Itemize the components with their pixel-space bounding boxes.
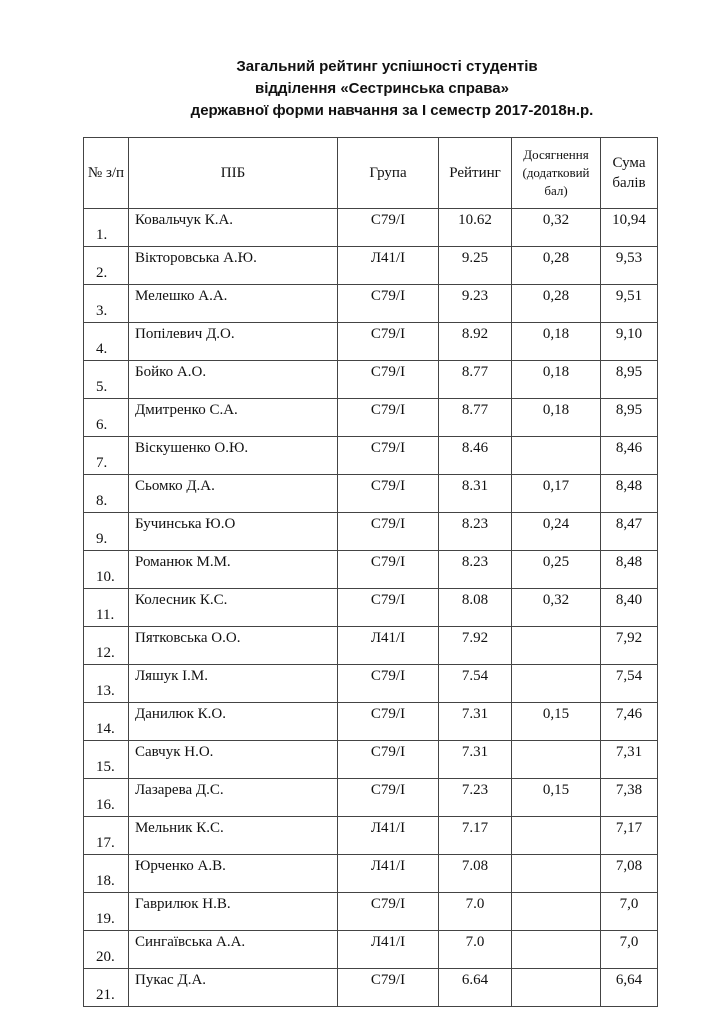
table-row bbox=[84, 589, 658, 627]
table-row bbox=[84, 665, 658, 703]
sum-value: 10,94 bbox=[601, 209, 658, 247]
bonus-value: 0,15 bbox=[512, 703, 601, 741]
sum-value: 7,54 bbox=[601, 665, 658, 703]
student-name: Віскушенко О.Ю. bbox=[129, 437, 338, 475]
row-number: 17. bbox=[84, 817, 129, 855]
row-number: 5. bbox=[84, 361, 129, 399]
bonus-value bbox=[512, 931, 601, 969]
rating-value: 10.62 bbox=[439, 209, 512, 247]
bonus-value bbox=[512, 817, 601, 855]
row-number: 18. bbox=[84, 855, 129, 893]
sum-value: 7,08 bbox=[601, 855, 658, 893]
table-row bbox=[84, 513, 658, 551]
bonus-value bbox=[512, 969, 601, 1007]
row-number: 3. bbox=[84, 285, 129, 323]
rating-value: 7.0 bbox=[439, 893, 512, 931]
header-group: Група bbox=[338, 138, 439, 209]
rating-value: 8.77 bbox=[439, 399, 512, 437]
bonus-value bbox=[512, 437, 601, 475]
rating-value: 8.46 bbox=[439, 437, 512, 475]
table-row bbox=[84, 969, 658, 1007]
header-bonus: Досягнення (додатковий бал) bbox=[512, 138, 601, 209]
sum-value: 8,95 bbox=[601, 399, 658, 437]
student-name: Пятковська О.О. bbox=[129, 627, 338, 665]
title-line-2: відділення «Сестринська справа» bbox=[255, 80, 509, 97]
student-name: Мелешко А.А. bbox=[129, 285, 338, 323]
table-row bbox=[84, 247, 658, 285]
rating-value: 7.54 bbox=[439, 665, 512, 703]
bonus-value: 0,18 bbox=[512, 323, 601, 361]
table-row bbox=[84, 551, 658, 589]
student-name: Пукас Д.А. bbox=[129, 969, 338, 1007]
group-code: С79/І bbox=[338, 703, 439, 741]
group-code: Л41/І bbox=[338, 817, 439, 855]
row-number: 12. bbox=[84, 627, 129, 665]
bonus-value: 0,25 bbox=[512, 551, 601, 589]
group-code: С79/І bbox=[338, 893, 439, 931]
student-name: Мельник К.С. bbox=[129, 817, 338, 855]
rating-value: 7.92 bbox=[439, 627, 512, 665]
table-row bbox=[84, 817, 658, 855]
group-code: С79/І bbox=[338, 209, 439, 247]
row-number: 7. bbox=[84, 437, 129, 475]
rating-value: 9.25 bbox=[439, 247, 512, 285]
group-code: С79/І bbox=[338, 779, 439, 817]
bonus-value: 0,18 bbox=[512, 361, 601, 399]
sum-value: 7,0 bbox=[601, 893, 658, 931]
bonus-value: 0,17 bbox=[512, 475, 601, 513]
rating-value: 7.0 bbox=[439, 931, 512, 969]
sum-value: 7,0 bbox=[601, 931, 658, 969]
group-code: С79/І bbox=[338, 285, 439, 323]
table-row bbox=[84, 627, 658, 665]
group-code: Л41/І bbox=[338, 855, 439, 893]
table-row bbox=[84, 931, 658, 969]
header-sum: Сума балів bbox=[601, 138, 658, 209]
group-code: С79/І bbox=[338, 475, 439, 513]
table-row bbox=[84, 703, 658, 741]
bonus-value bbox=[512, 627, 601, 665]
row-number: 8. bbox=[84, 475, 129, 513]
row-number: 2. bbox=[84, 247, 129, 285]
bonus-value: 0,18 bbox=[512, 399, 601, 437]
group-code: Л41/І bbox=[338, 247, 439, 285]
student-name: Колесник К.С. bbox=[129, 589, 338, 627]
bonus-value: 0,28 bbox=[512, 285, 601, 323]
student-name: Романюк М.М. bbox=[129, 551, 338, 589]
bonus-value: 0,28 bbox=[512, 247, 601, 285]
group-code: С79/І bbox=[338, 969, 439, 1007]
group-code: Л41/І bbox=[338, 627, 439, 665]
group-code: С79/І bbox=[338, 399, 439, 437]
row-number: 19. bbox=[84, 893, 129, 931]
bonus-value bbox=[512, 893, 601, 931]
bonus-value bbox=[512, 855, 601, 893]
group-code: С79/І bbox=[338, 665, 439, 703]
student-name: Бучинська Ю.О bbox=[129, 513, 338, 551]
row-number: 13. bbox=[84, 665, 129, 703]
sum-value: 6,64 bbox=[601, 969, 658, 1007]
group-code: С79/І bbox=[338, 741, 439, 779]
row-number: 21. bbox=[84, 969, 129, 1007]
row-number: 4. bbox=[84, 323, 129, 361]
rating-value: 8.92 bbox=[439, 323, 512, 361]
student-name: Ковальчук К.А. bbox=[129, 209, 338, 247]
rating-value: 8.23 bbox=[439, 513, 512, 551]
rating-value: 7.31 bbox=[439, 741, 512, 779]
rating-value: 9.23 bbox=[439, 285, 512, 323]
student-name: Сингаївська А.А. bbox=[129, 931, 338, 969]
row-number: 15. bbox=[84, 741, 129, 779]
row-number: 16. bbox=[84, 779, 129, 817]
sum-value: 9,10 bbox=[601, 323, 658, 361]
row-number: 11. bbox=[84, 589, 129, 627]
table-row bbox=[84, 741, 658, 779]
document-title bbox=[0, 56, 724, 122]
row-number: 6. bbox=[84, 399, 129, 437]
sum-value: 8,47 bbox=[601, 513, 658, 551]
table-row bbox=[84, 285, 658, 323]
sum-value: 8,48 bbox=[601, 475, 658, 513]
row-number: 10. bbox=[84, 551, 129, 589]
rating-table bbox=[83, 137, 658, 1007]
group-code: С79/І bbox=[338, 323, 439, 361]
student-name: Вікторовська А.Ю. bbox=[129, 247, 338, 285]
sum-value: 7,17 bbox=[601, 817, 658, 855]
group-code: С79/І bbox=[338, 589, 439, 627]
bonus-value bbox=[512, 665, 601, 703]
student-name: Юрченко А.В. bbox=[129, 855, 338, 893]
row-number: 1. bbox=[84, 209, 129, 247]
sum-value: 8,48 bbox=[601, 551, 658, 589]
table-header-row bbox=[84, 138, 658, 209]
sum-value: 7,46 bbox=[601, 703, 658, 741]
header-num: № з/п bbox=[84, 138, 129, 209]
bonus-value: 0,15 bbox=[512, 779, 601, 817]
rating-value: 8.23 bbox=[439, 551, 512, 589]
table-row bbox=[84, 399, 658, 437]
rating-value: 7.23 bbox=[439, 779, 512, 817]
student-name: Данилюк К.О. bbox=[129, 703, 338, 741]
student-name: Савчук Н.О. bbox=[129, 741, 338, 779]
row-number: 9. bbox=[84, 513, 129, 551]
group-code: Л41/І bbox=[338, 931, 439, 969]
group-code: С79/І bbox=[338, 361, 439, 399]
table-row bbox=[84, 437, 658, 475]
rating-value: 7.08 bbox=[439, 855, 512, 893]
row-number: 20. bbox=[84, 931, 129, 969]
title-line-3: державної форми навчання за І семестр 2017-2018н.р. bbox=[190, 102, 594, 119]
bonus-value: 0,32 bbox=[512, 589, 601, 627]
sum-value: 9,51 bbox=[601, 285, 658, 323]
rating-value: 7.17 bbox=[439, 817, 512, 855]
group-code: С79/І bbox=[338, 513, 439, 551]
table-row bbox=[84, 779, 658, 817]
group-code: С79/І bbox=[338, 551, 439, 589]
student-name: Дмитренко С.А. bbox=[129, 399, 338, 437]
table-row bbox=[84, 475, 658, 513]
table-row bbox=[84, 209, 658, 247]
rating-value: 8.77 bbox=[439, 361, 512, 399]
bonus-value: 0,24 bbox=[512, 513, 601, 551]
title-line-1: Загальний рейтинг успішності студентів bbox=[236, 58, 538, 75]
student-name: Ляшук І.М. bbox=[129, 665, 338, 703]
table-row bbox=[84, 893, 658, 931]
rating-value: 8.08 bbox=[439, 589, 512, 627]
table-row bbox=[84, 323, 658, 361]
sum-value: 9,53 bbox=[601, 247, 658, 285]
sum-value: 7,31 bbox=[601, 741, 658, 779]
table-row bbox=[84, 361, 658, 399]
group-code: С79/І bbox=[338, 437, 439, 475]
sum-value: 8,40 bbox=[601, 589, 658, 627]
sum-value: 8,95 bbox=[601, 361, 658, 399]
student-name: Бойко А.О. bbox=[129, 361, 338, 399]
rating-value: 7.31 bbox=[439, 703, 512, 741]
table-body bbox=[84, 209, 658, 1007]
header-name: ПІБ bbox=[129, 138, 338, 209]
bonus-value bbox=[512, 741, 601, 779]
row-number: 14. bbox=[84, 703, 129, 741]
student-name: Попілевич Д.О. bbox=[129, 323, 338, 361]
student-name: Лазарева Д.С. bbox=[129, 779, 338, 817]
sum-value: 7,92 bbox=[601, 627, 658, 665]
rating-value: 8.31 bbox=[439, 475, 512, 513]
rating-value: 6.64 bbox=[439, 969, 512, 1007]
student-name: Гаврилюк Н.В. bbox=[129, 893, 338, 931]
header-rating: Рейтинг bbox=[439, 138, 512, 209]
student-name: Сьомко Д.А. bbox=[129, 475, 338, 513]
sum-value: 8,46 bbox=[601, 437, 658, 475]
bonus-value: 0,32 bbox=[512, 209, 601, 247]
table-row bbox=[84, 855, 658, 893]
sum-value: 7,38 bbox=[601, 779, 658, 817]
